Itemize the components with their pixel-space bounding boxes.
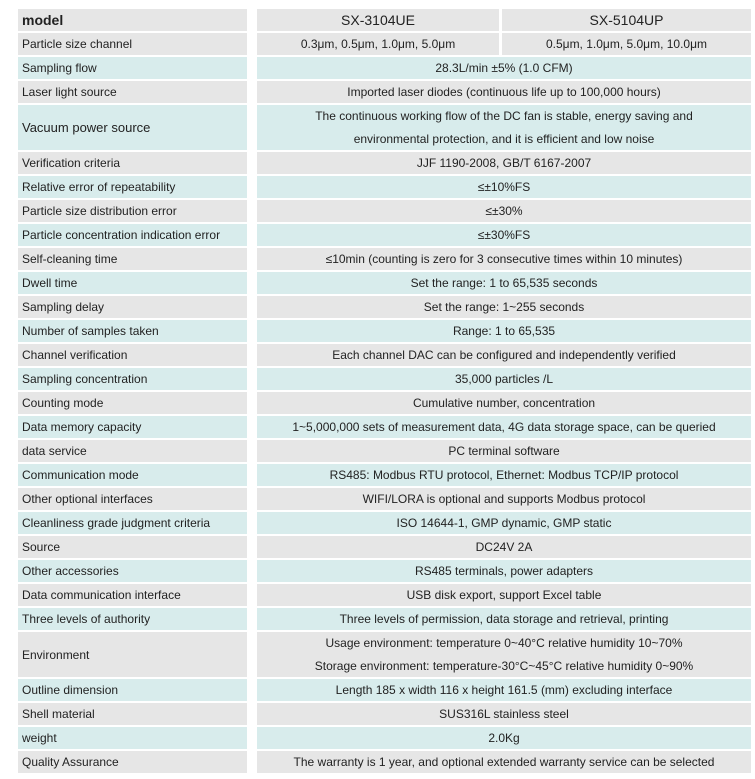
row-value: ISO 14644-1, GMP dynamic, GMP static bbox=[247, 512, 751, 534]
table-row bbox=[18, 584, 751, 606]
row-label: Particle size channel bbox=[18, 33, 247, 55]
row-label: Relative error of repeatability bbox=[18, 176, 247, 198]
table-row bbox=[18, 488, 751, 510]
table-row bbox=[18, 344, 751, 366]
row-label: Laser light source bbox=[18, 81, 247, 103]
vacuum-line-2: environmental protection, and it is efficient and low noise bbox=[353, 132, 655, 146]
row-value: The warranty is 1 year, and optional extended warranty service can be selected bbox=[247, 751, 751, 773]
row-label: Data communication interface bbox=[18, 584, 247, 606]
row-value: ≤±30% bbox=[247, 200, 751, 222]
header-row bbox=[18, 9, 751, 31]
header-label: model bbox=[18, 9, 247, 31]
row-label: Source bbox=[18, 536, 247, 558]
table-row bbox=[18, 727, 751, 749]
row-label: Other accessories bbox=[18, 560, 247, 582]
row-value: ≤±10%FS bbox=[247, 176, 751, 198]
row-value-a: 0.3μm, 0.5μm, 1.0μm, 5.0μm bbox=[247, 33, 499, 55]
table-row bbox=[18, 512, 751, 534]
row-label: data service bbox=[18, 440, 247, 462]
row-value: WIFI/LORA is optional and supports Modbus protocol bbox=[247, 488, 751, 510]
row-label: Other optional interfaces bbox=[18, 488, 247, 510]
row-value: SUS316L stainless steel bbox=[247, 703, 751, 725]
table-row bbox=[18, 608, 751, 630]
table-row bbox=[18, 440, 751, 462]
environment-line-1: Usage environment: temperature 0~40°C relative humidity 10~70% bbox=[325, 636, 683, 650]
table-row bbox=[18, 392, 751, 414]
table-row bbox=[18, 81, 751, 103]
table-row bbox=[18, 416, 751, 438]
row-value: RS485 terminals, power adapters bbox=[247, 560, 751, 582]
spec-table-body bbox=[18, 9, 751, 773]
table-row bbox=[18, 57, 751, 79]
row-value: ≤±30%FS bbox=[247, 224, 751, 246]
row-label: Sampling delay bbox=[18, 296, 247, 318]
row-value: Three levels of permission, data storage and retrieval, printing bbox=[247, 608, 751, 630]
row-label: Particle size distribution error bbox=[18, 200, 247, 222]
particle-channel-row bbox=[18, 33, 751, 55]
row-value: PC terminal software bbox=[247, 440, 751, 462]
table-row bbox=[18, 176, 751, 198]
row-value: ≤10min (counting is zero for 3 consecutive times within 10 minutes) bbox=[247, 248, 751, 270]
row-label: Verification criteria bbox=[18, 152, 247, 174]
table-row bbox=[18, 248, 751, 270]
row-value: Set the range: 1 to 65,535 seconds bbox=[247, 272, 751, 294]
row-value: USB disk export, support Excel table bbox=[247, 584, 751, 606]
row-value: Cumulative number, concentration bbox=[247, 392, 751, 414]
row-label: Cleanliness grade judgment criteria bbox=[18, 512, 247, 534]
row-value: DC24V 2A bbox=[247, 536, 751, 558]
row-value: 28.3L/min ±5% (1.0 CFM) bbox=[247, 57, 751, 79]
row-value: JJF 1190-2008, GB/T 6167-2007 bbox=[247, 152, 751, 174]
row-label: Data memory capacity bbox=[18, 416, 247, 438]
table-row bbox=[18, 320, 751, 342]
row-value: 2.0Kg bbox=[247, 727, 751, 749]
row-value bbox=[247, 632, 751, 677]
table-row bbox=[18, 679, 751, 701]
table-row bbox=[18, 224, 751, 246]
table-row bbox=[18, 703, 751, 725]
row-label: Outline dimension bbox=[18, 679, 247, 701]
row-value: 1~5,000,000 sets of measurement data, 4G data storage space, can be queried bbox=[247, 416, 751, 438]
row-value: Each channel DAC can be configured and independently verified bbox=[247, 344, 751, 366]
row-label: Shell material bbox=[18, 703, 247, 725]
row-value: Imported laser diodes (continuous life up to 100,000 hours) bbox=[247, 81, 751, 103]
table-row bbox=[18, 296, 751, 318]
row-label: Sampling concentration bbox=[18, 368, 247, 390]
row-label: Vacuum power source bbox=[18, 105, 247, 150]
table-row bbox=[18, 751, 751, 773]
row-label: weight bbox=[18, 727, 247, 749]
table-row bbox=[18, 560, 751, 582]
row-label: Environment bbox=[18, 632, 247, 677]
row-value bbox=[247, 105, 751, 150]
header-model-b: SX-5104UP bbox=[499, 9, 751, 31]
row-value: Range: 1 to 65,535 bbox=[247, 320, 751, 342]
row-value: Length 185 x width 116 x height 161.5 (mm) excluding interface bbox=[247, 679, 751, 701]
table-row bbox=[18, 152, 751, 174]
row-label: Quality Assurance bbox=[18, 751, 247, 773]
table-row bbox=[18, 272, 751, 294]
table-row bbox=[18, 536, 751, 558]
environment-row bbox=[18, 632, 751, 677]
row-label: Particle concentration indication error bbox=[18, 224, 247, 246]
row-label: Three levels of authority bbox=[18, 608, 247, 630]
table-row bbox=[18, 200, 751, 222]
row-label: Channel verification bbox=[18, 344, 247, 366]
row-label: Number of samples taken bbox=[18, 320, 247, 342]
header-model-a: SX-3104UE bbox=[247, 9, 499, 31]
row-value: 35,000 particles /L bbox=[247, 368, 751, 390]
table-row bbox=[18, 368, 751, 390]
table-row bbox=[18, 464, 751, 486]
row-label: Self-cleaning time bbox=[18, 248, 247, 270]
environment-line-2: Storage environment: temperature-30°C~45°C relative humidity 0~90% bbox=[314, 659, 694, 673]
spec-table bbox=[18, 7, 751, 775]
row-label: Dwell time bbox=[18, 272, 247, 294]
vacuum-line-1: The continuous working flow of the DC fan is stable, energy saving and bbox=[315, 109, 693, 123]
row-value-b: 0.5μm, 1.0μm, 5.0μm, 10.0μm bbox=[499, 33, 751, 55]
row-value: Set the range: 1~255 seconds bbox=[247, 296, 751, 318]
row-label: Communication mode bbox=[18, 464, 247, 486]
row-value: RS485: Modbus RTU protocol, Ethernet: Modbus TCP/IP protocol bbox=[247, 464, 751, 486]
row-label: Counting mode bbox=[18, 392, 247, 414]
vacuum-row bbox=[18, 105, 751, 150]
row-label: Sampling flow bbox=[18, 57, 247, 79]
